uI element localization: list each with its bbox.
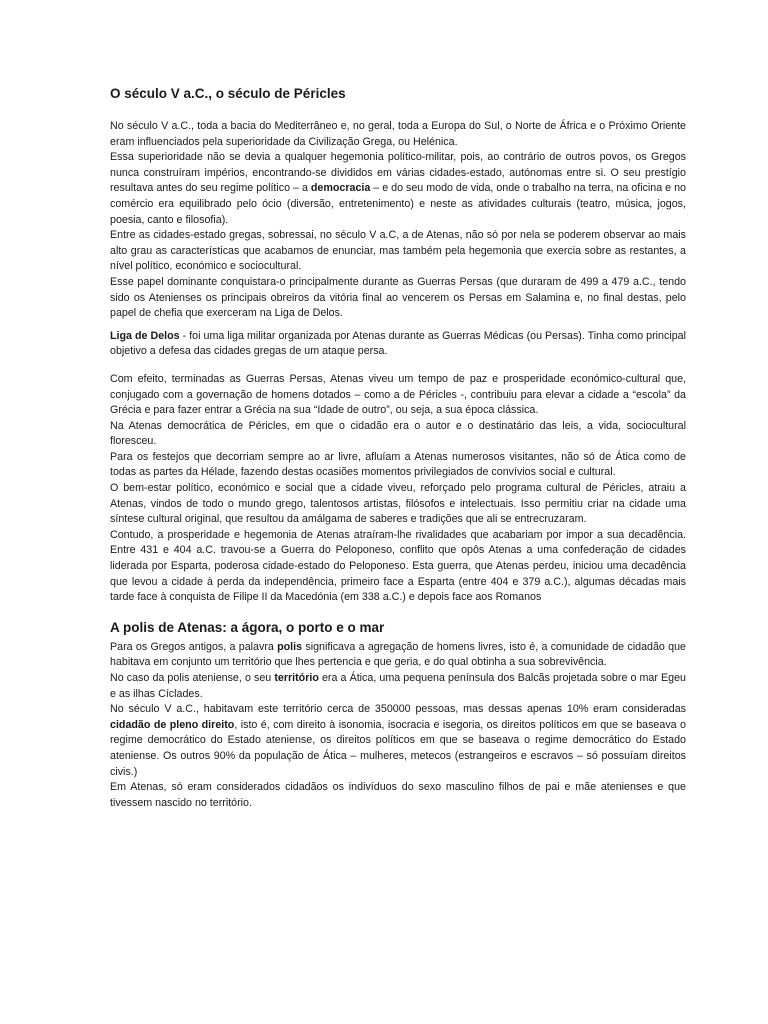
bold-term-territorio: território: [274, 672, 319, 684]
text: No século V a.C., habitavam este território cerca de 350000 pessoas, mas dessas apenas 10% eram consideradas: [110, 703, 686, 716]
text: No caso da polis ateniense, o seu: [110, 672, 275, 684]
paragraph: Esse papel dominante conquistara-o principalmente durante as Guerras Persas (que duraram de 499 a 479 a.C., tendo sido os Atenienses os principais obreiros da vitória final ao vencerem os Persas em Salamina e, no final destas, pelo papel de chefia que exerceram na Liga de Delos.: [110, 275, 686, 320]
paragraph: O bem-estar político, económico e social que a cidade viveu, reforçado pelo programa cultural de Péricles, atraiu a Atenas, vindos de todo o mundo grego, talentosos artistas, filósofos e intelectuais. Isso permitiu criar na cidade uma síntese cultural original, que resultou da amálgama de saberes e tradições que ali se entrecruzaram.: [110, 482, 686, 526]
text: Essa superioridade não se devia a qualquer hegemonia político-militar, pois, ao contrário de outros povos, os Gregos nunca construíram impérios, encontrando-se divididos em várias cidades-estado, autónomas entre si. O seu prestígio resultava antes do seu regime político – a: [110, 151, 686, 195]
paragraph: Com efeito, terminadas as Guerras Persas, Atenas viveu um tempo de paz e prosperidade económico-cultural que, conjugado com a governação de homens dotados – como a de Péricles -, contribuiu para elevar a cidade a “escola” da Grécia e para fazer entrar a Grécia na sua “Idade de outro”, ou seja, a sua época clássica.: [110, 372, 686, 417]
text: - foi uma liga militar organizada por Atenas durante as Guerras Médicas (ou Persas). Tinha como principal objetivo a defesa das cidades gregas de um ataque persa.: [110, 329, 686, 358]
section-title-pericles: O século V a.C., o século de Péricles: [110, 86, 346, 101]
paragraph: [110, 150, 686, 228]
bold-term-liga-de-delos: Liga de Delos: [110, 329, 180, 342]
definition-liga-de-delos: [110, 329, 686, 360]
paragraph: Entre as cidades-estado gregas, sobressai, no século V a.C, a de Atenas, não só por nela se poderem observar ao mais alto grau as características que acabamos de enunciar, mas também pela hegemonia que exercia sobre as restantes, a nível político, económico e sociocultural.: [110, 229, 686, 273]
text: , isto é, com direito à isonomia, isocracia e isegoria, os direitos políticos em que se baseava o regime democrático do Estado ateniense, os direitos políticos em que se baseava o regime democrático do Estado ateniense. Os outros 90% da população de Ática – mulheres, metecos (estrangeiros e escravos – só possuíam direitos civis.): [110, 718, 686, 778]
text: Para os Gregos antigos, a palavra: [110, 640, 278, 653]
paragraph: [110, 671, 686, 702]
text: significava a agregação de homens livres, isto é, a comunidade de cidadão que habitava em conjunto um território que lhes pertencia e que geria, e do qual obtinha a sua sobrevivência.: [110, 640, 686, 669]
bold-term-democracia: democracia: [310, 182, 371, 195]
paragraph: Para os festejos que decorriam sempre ao ar livre, afluíam a Atenas numerosos visitantes, não só de Ática como de todas as partes da Hélade, fazendo destas ocasiões momentos privilegiados de convívios social e cultural.: [110, 450, 686, 479]
bold-term-polis: polis: [277, 640, 303, 653]
paragraph: Contudo, a prosperidade e hegemonia de Atenas atraíram-lhe rivalidades que acabariam por impor a sua decadência. Entre 431 e 404 a.C. travou-se a Guerra do Peloponeso, conflito que opôs Atenas a uma confederação de cidades liderada por Esparta, poderosa cidade-estado do Peloponeso. Esta guerra, que Atenas perdeu, iniciou uma decadência que levou a cidade à perda da independência, primeiro face a Esparta (entre 404 e 379 a.C.), algumas décadas mais tarde face à conquista de Filipe II da Macedónia (em 338 a.C.) e depois face aos Romanos: [110, 528, 686, 604]
paragraph: Em Atenas, só eram considerados cidadãos os indivíduos do sexo masculino filhos de pai e mãe atenienses e que tivessem nascido no território.: [110, 781, 686, 809]
paragraph: [110, 702, 686, 780]
paragraph: No século V a.C., toda a bacia do Mediterrâneo e, no geral, toda a Europa do Sul, o Norte de África e o Próximo Oriente eram influenciados pela superioridade da Civilização Grega, ou Helénica.: [110, 120, 686, 148]
bold-term-cidadao-pleno-direito: cidadão de pleno direito: [110, 718, 235, 731]
paragraph: Na Atenas democrática de Péricles, em que o cidadão era o autor e o destinatário das leis, a vida, sociocultural floresceu.: [110, 419, 686, 448]
text: – e do seu modo de vida, onde o trabalho na terra, na oficina e no comércio era equilibrado pelo ócio (diversão, entretenimento) e neste as atividades culturais (teatro, música, jogos, poesia, canto e filosofia).: [110, 182, 686, 226]
paragraph: [110, 640, 686, 671]
text: era a Ática, uma pequena península dos Balcãs projetada sobre o mar Egeu e as ilhas Cíclades.: [110, 672, 687, 700]
section-title-polis-atenas: A polis de Atenas: a ágora, o porto e o mar: [110, 619, 385, 635]
